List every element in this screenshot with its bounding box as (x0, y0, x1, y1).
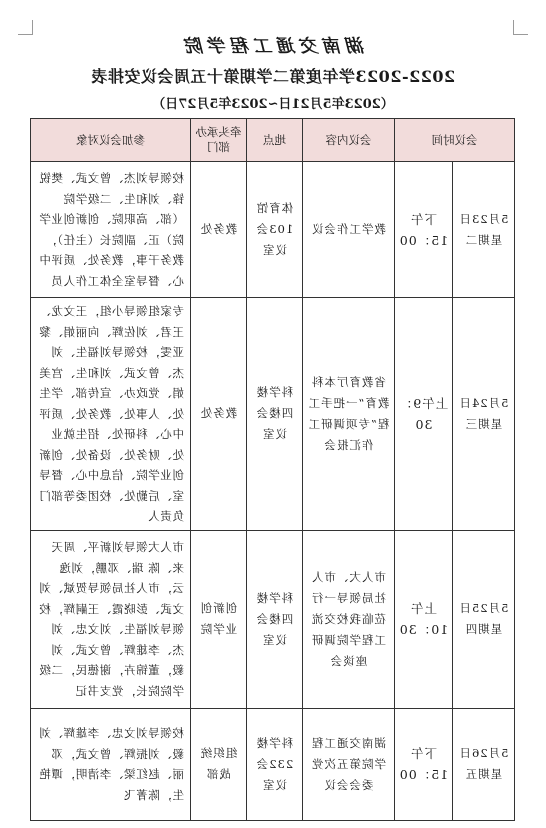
date-range: （2023年5月21日~2023年5月27日） (152, 97, 394, 112)
col-header-attendees: 参加会议对象 (31, 119, 191, 162)
meeting-date: 5月24日星期三 (453, 298, 515, 531)
meeting-dept: 教务处 (191, 298, 247, 531)
table-row (31, 708, 515, 820)
table-row (31, 298, 515, 531)
meeting-period: 下午15：00 (395, 162, 453, 298)
meeting-content: 省教育厅本科教育“一把手工程”专项调研工作汇报会 (303, 298, 395, 531)
meeting-content: 湖南交通工程学院第五次党委会会议 (303, 708, 395, 820)
meeting-schedule-table (30, 118, 515, 821)
meeting-location: 科学楼四楼会议室 (247, 298, 303, 531)
school-name: 湖南交通工程学院 (181, 36, 365, 57)
meeting-content: 市人大、市人社局领导一行莅临我校交流工程学院调研座谈会 (303, 530, 395, 708)
meeting-content: 教学工作会议 (303, 162, 395, 298)
col-header-content: 会议内容 (303, 119, 395, 162)
col-header-dept: 牵头承办部门 (191, 119, 247, 162)
meeting-dept: 创新创业学院 (191, 530, 247, 708)
meeting-date: 5月26日星期五 (453, 708, 515, 820)
meeting-attendees: 校领导刘文忠、李雄辉、刘 毅、刘振辉、曾文武，邓丽、赵红梁、李清明，谭艳生，陈菁飞 (31, 708, 191, 820)
meeting-period: 上午10：30 (395, 530, 453, 708)
page-title: 2022-2023学年度第二学期第十五周会议安排表 (90, 67, 456, 86)
meeting-date: 5月23日星期二 (453, 162, 515, 298)
meeting-location: 科学楼四楼会议室 (247, 530, 303, 708)
table-row (31, 162, 515, 298)
meeting-attendees: 专家组领导小组，王文龙、王君、刘佐辉、向丽娟、黎亚雯，校领导刘福生、刘杰、曾文武、刘和生、宫美娟、党政办、宣传部、学生处、人事处、教务处、质评中心、科研处、招生就业处、财务处、设备处、创新创业学院、信息中心、督导室、后勤处、校团委等部门负责人 (31, 298, 191, 531)
header-row (31, 119, 515, 162)
col-header-time: 会议时间 (395, 119, 515, 162)
table-row (31, 530, 515, 708)
meeting-dept: 组织统战部 (191, 708, 247, 820)
meeting-attendees: 校领导刘杰、曾文武、樊锐锋、刘和生、二级学院（部、高职院、创新创业学院）正、副院长（主任），教务干事，教务处、质评中心、督导室全体工作人员 (31, 162, 191, 298)
meeting-dept: 教务处 (191, 162, 247, 298)
col-header-location: 地点 (247, 119, 303, 162)
meeting-period: 上午9：30 (395, 298, 453, 531)
meeting-period: 下午15：00 (395, 708, 453, 820)
meeting-location: 科学楼232会议室 (247, 708, 303, 820)
meeting-date: 5月25日星期四 (453, 530, 515, 708)
meeting-attendees: 市人大领导刘新平、周天来、陈 瑞、邓鹏，刘逸云，市人社局领导贺斌、刘文武、彭晓霞、王嗣辉，校领导刘福生、刘文忠、刘杰、李雄辉、曾文武、刘 毅，董锦卉，谢德民，二级学院院长，党支书记 (31, 530, 191, 708)
meeting-location: 体育馆103会议室 (247, 162, 303, 298)
